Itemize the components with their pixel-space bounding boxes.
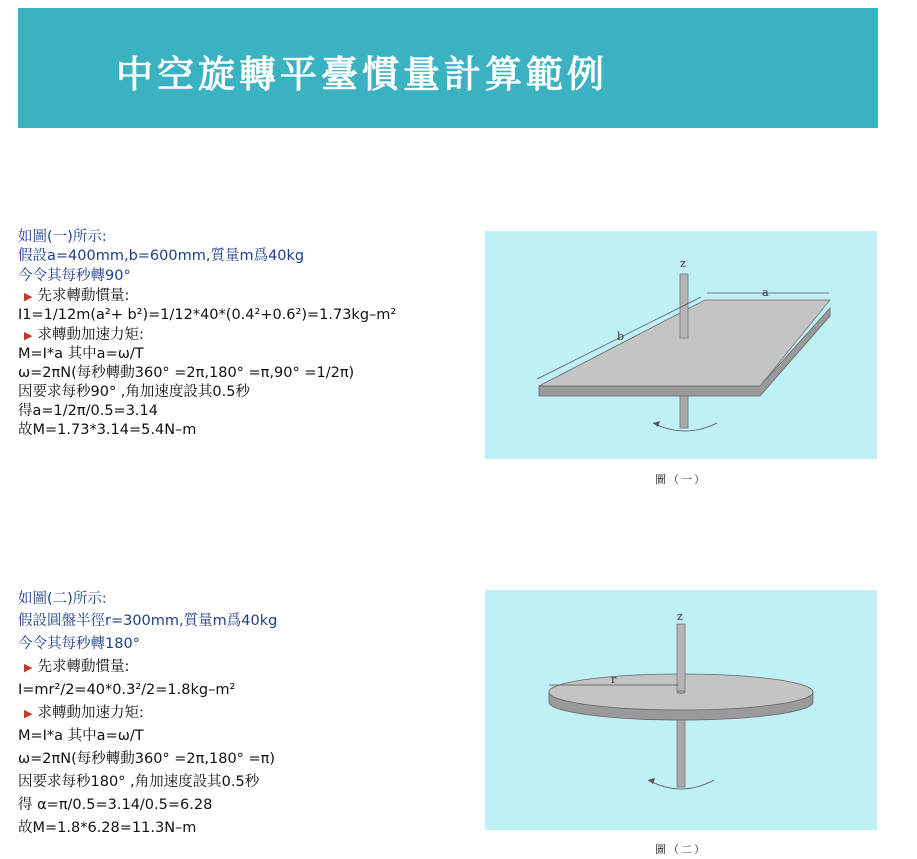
example-1-step2	[18, 326, 144, 345]
figure-1-rectangular-plate	[485, 231, 877, 459]
example-2-reason: 因要求每秒180° ,角加速度設其0.5秒	[18, 774, 260, 790]
example-1-given: 假設a=400mm,b=600mm,質量m爲40kg	[18, 248, 305, 264]
example-2-heading: 如圖(二)所示:	[18, 591, 107, 607]
example-1-reason: 因要求每秒90° ,角加速度設其0.5秒	[18, 384, 250, 400]
example-1-accel: 得a=1/2π/0.5=3.14	[18, 403, 158, 419]
example-2-omega-def: ω=2πN(每秒轉動360° =2π,180° =π)	[18, 751, 276, 767]
example-1-heading: 如圖(一)所示:	[18, 229, 107, 245]
example-1-step1	[18, 287, 129, 306]
example-1-omega-def: ω=2πN(每秒轉動360° =2π,180° =π,90° =1/2π)	[18, 365, 355, 381]
step2-label: 求轉動加速力矩:	[37, 705, 144, 721]
shaft-lower	[677, 715, 685, 787]
example-1-torque-def: M=I*a 其中a=ω/T	[18, 346, 144, 362]
figure-2-circular-disc	[485, 590, 877, 830]
example-1-spin: 今令其每秒轉90°	[18, 268, 131, 284]
label-z: z	[680, 257, 686, 270]
label-z: z	[677, 610, 683, 623]
figure-2-diagram	[485, 590, 877, 830]
example-2-formula-inertia: I=mr²/2=40*0.3²/2=1.8kg–m²	[18, 682, 236, 698]
example-2-given: 假設圓盤半徑r=300mm,質量m爲40kg	[18, 613, 278, 629]
triangle-bullet-icon: ▶	[24, 290, 33, 303]
figure-1-caption: 圖（一）	[655, 473, 707, 486]
label-b: b	[617, 330, 625, 343]
triangle-bullet-icon: ▶	[24, 329, 33, 342]
example-2-step2	[18, 704, 144, 723]
example-2-result: 故M=1.8*6.28=11.3N–m	[18, 820, 197, 836]
example-2-step1	[18, 658, 129, 677]
shaft-upper	[677, 624, 685, 692]
triangle-bullet-icon: ▶	[24, 661, 33, 674]
figure-1-diagram	[485, 231, 877, 459]
step2-label: 求轉動加速力矩:	[37, 327, 144, 343]
step1-label: 先求轉動慣量:	[37, 659, 130, 675]
page-title: 中空旋轉平臺慣量計算範例	[116, 53, 608, 96]
triangle-bullet-icon: ▶	[24, 707, 33, 720]
title-banner	[18, 8, 878, 128]
example-2-spin: 今令其每秒轉180°	[18, 636, 140, 652]
example-2-torque-def: M=I*a 其中a=ω/T	[18, 728, 144, 744]
shaft-upper	[680, 274, 688, 338]
example-2-accel: 得 α=π/0.5=3.14/0.5=6.28	[18, 797, 213, 813]
figure-2-caption: 圖（二）	[655, 843, 707, 856]
label-r: r	[611, 673, 617, 686]
step1-label: 先求轉動慣量:	[37, 288, 130, 304]
example-1-formula-inertia: I1=1/12m(a²+ b²)=1/12*40*(0.4²+0.6²)=1.73kg–m²	[18, 307, 397, 323]
example-1-result: 故M=1.73*3.14=5.4N–m	[18, 422, 197, 438]
label-a: a	[762, 286, 769, 299]
